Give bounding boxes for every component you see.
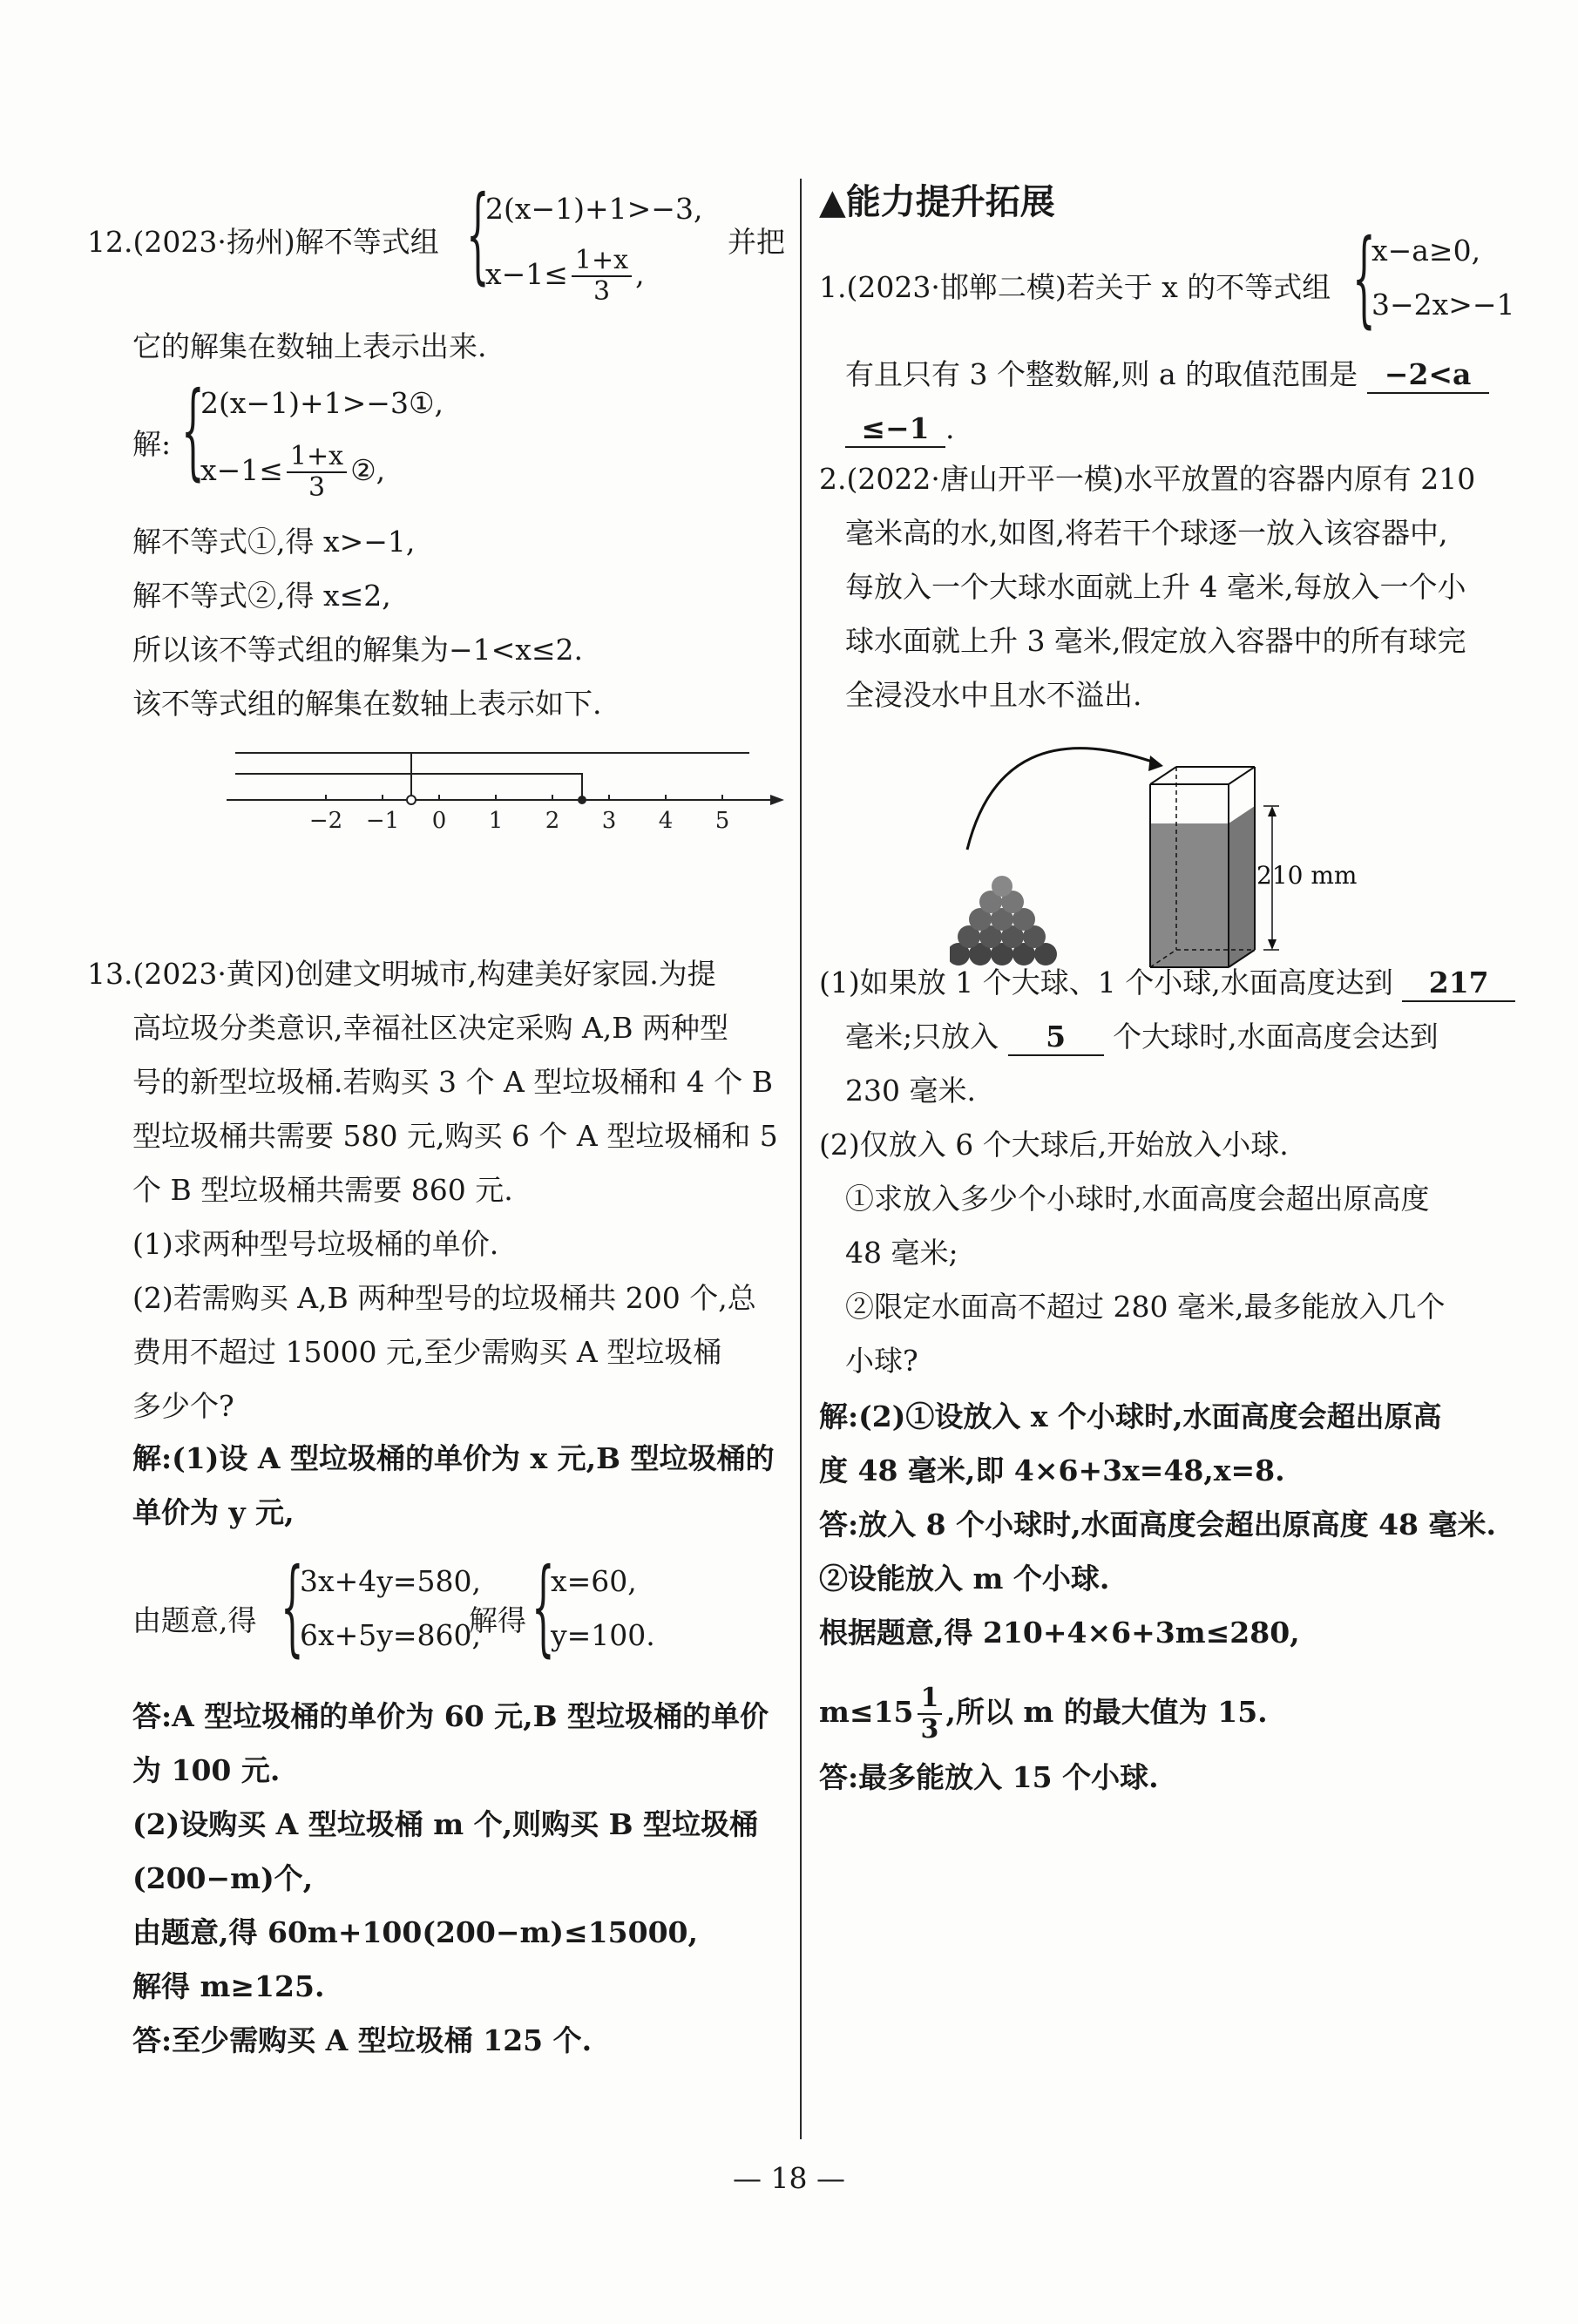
arrowhead-icon (1148, 755, 1163, 771)
r2-m-line-b: ,所以 m 的最大值为 15. (945, 1695, 1268, 1729)
r2-p1a: (1)如果放 1 个大球、1 个小球,水面高度达到 (819, 966, 1393, 999)
q13-sol2-line-2: 为 100 元. (132, 1753, 281, 1787)
r2-answer-5: 5 (1008, 1020, 1104, 1056)
r2-line-1: 2.(2022·唐山开平一模)水平放置的容器内原有 210 (819, 462, 1476, 496)
figure-dimension-label: 210 mm (1256, 861, 1358, 890)
q12-sol-frac-num: 1+x (287, 442, 347, 473)
r2-final-answer: 答:最多能放入 15 个小球. (819, 1760, 1159, 1794)
q13-line-1: 13.(2023·黄冈)创建文明城市,构建美好家园.为提 (87, 957, 716, 991)
axis-arrow-icon (770, 795, 784, 805)
q13-sol-x: x=60, (551, 1564, 637, 1598)
q13-sol-line-2: 单价为 y 元, (132, 1495, 295, 1529)
q12-step3: 所以该不等式组的解集为−1<x≤2. (132, 633, 584, 667)
r2-p2-line-1: (2)仅放入 6 个大球后,开始放入小球. (819, 1128, 1289, 1162)
r1-end: . (945, 411, 955, 445)
q12-sol-line2 (200, 442, 385, 503)
axis-tick-label: 1 (488, 808, 504, 834)
column-divider (800, 179, 802, 2139)
r2-line-3: 每放入一个大球水面就上升 4 毫米,每放入一个小 (845, 570, 1466, 604)
r1-line2 (845, 357, 1489, 394)
section-title: 能力提升拓展 (845, 182, 1055, 222)
q13-sol2-line-4: (200−m)个, (132, 1861, 314, 1895)
q12-sys-line2a: x−1≤ (485, 257, 568, 291)
r1-sys1: x−a≥0, (1371, 234, 1481, 268)
q13-line-4: 型垃圾桶共需要 580 元,购买 6 个 A 型垃圾桶和 5 (132, 1119, 778, 1153)
q12-sys-line2b: , (635, 257, 645, 291)
axis-tick-label: 2 (545, 808, 560, 834)
q12-sys-line2 (485, 246, 645, 307)
q12-solution-label: 解: (132, 427, 172, 461)
r1-line2-text: 有且只有 3 个整数解,则 a 的取值范围是 (845, 357, 1358, 391)
r2-sol-line-2: 度 48 毫米,即 4×6+3x=48,x=8. (819, 1453, 1285, 1487)
q12-prompt-tail: 并把 (728, 225, 785, 259)
q13-sol2-line-6: 解得 m≥125. (132, 1969, 325, 2003)
q12-sol-line1: 2(x−1)+1>−3①, (200, 386, 444, 420)
q13-sol2-line-3: (2)设购买 A 型垃圾桶 m 个,则购买 B 型垃圾桶 (132, 1807, 759, 1841)
ball-pyramid (950, 876, 1057, 966)
q12-number: 12. (87, 225, 133, 259)
axis-tick-label: −2 (308, 808, 343, 834)
q12-step4: 该不等式组的解集在数轴上表示如下. (132, 687, 602, 721)
r1-line3 (845, 411, 955, 448)
r2-line-4: 球水面就上升 3 毫米,假定放入容器中的所有球完 (845, 624, 1466, 658)
r1-sys2: 3−2x>−1 (1371, 288, 1515, 322)
axis-tick-label: 0 (431, 808, 447, 834)
q13-eq2: 6x+5y=860, (300, 1618, 482, 1652)
r2-m-line-a: m≤15 (819, 1695, 914, 1729)
water-fill (1150, 823, 1229, 967)
r2-answer-217: 217 (1402, 966, 1515, 1002)
brace-icon: { (532, 1547, 555, 1668)
number-line-figure (227, 741, 793, 837)
r2-m-frac (918, 1684, 943, 1745)
q12-step1: 解不等式①,得 x>−1, (132, 525, 416, 559)
page-number: — 18 — (733, 2161, 845, 2195)
q12-prompt-line2: 它的解集在数轴上表示出来. (132, 329, 487, 363)
q12-sol-frac-den: 3 (308, 472, 326, 503)
open-point-marker (407, 796, 416, 804)
q13-line-2: 高垃圾分类意识,幸福社区决定采购 A,B 两种型 (132, 1011, 729, 1045)
q12-sys-frac (572, 246, 632, 307)
r2-sol-line-1: 解:(2)①设放入 x 个小球时,水面高度会超出原高 (819, 1399, 1442, 1433)
q13-solve-word: 解得 (469, 1603, 526, 1637)
q12-sys-frac-den: 3 (593, 276, 611, 307)
q13-line-7: (2)若需购买 A,B 两种型号的垃圾桶共 200 个,总 (132, 1281, 756, 1315)
r2-p1b: 毫米;只放入 (845, 1020, 999, 1054)
r1-line1: 1.(2023·邯郸二模)若关于 x 的不等式组 (819, 270, 1331, 304)
r2-part1-line1 (819, 966, 1515, 1002)
r2-m-line (819, 1684, 1268, 1745)
r2-line-5: 全浸没水中且水不溢出. (845, 678, 1142, 712)
r2-p1d: 230 毫米. (845, 1074, 976, 1108)
triangle-icon: ▲ (819, 182, 846, 222)
r2-part1-line2 (845, 1020, 1439, 1056)
container-figure (950, 745, 1368, 972)
q13-sol-line-1: 解:(1)设 A 型垃圾桶的单价为 x 元,B 型垃圾桶的 (132, 1441, 775, 1475)
q12-heading (87, 225, 439, 260)
brace-icon: { (1352, 218, 1376, 339)
r2-sol-line-4: ②设能放入 m 个小球. (819, 1562, 1110, 1596)
q13-line-9: 多少个? (132, 1389, 234, 1423)
axis-tick-label: 5 (715, 808, 730, 834)
q13-system-prefix: 由题意,得 (132, 1603, 257, 1637)
q13-line-8: 费用不超过 15000 元,至少需购买 A 型垃圾桶 (132, 1335, 722, 1369)
q12-sol-line2a: x−1≤ (200, 453, 283, 487)
q12-source: (2023·扬州) (132, 225, 295, 259)
r2-p2-line-5: 小球? (845, 1344, 918, 1378)
closed-point-marker (578, 796, 586, 804)
q13-line-5: 个 B 型垃圾桶共需要 860 元. (132, 1173, 513, 1207)
r2-sol-line-5: 根据题意,得 210+4×6+3m≤280, (819, 1616, 1300, 1650)
water-container (1150, 767, 1255, 967)
q12-sol-line2b: ②, (350, 453, 386, 487)
r2-p2-line-3: 48 毫米; (845, 1236, 958, 1270)
r1-answer2: ≤−1 (845, 411, 945, 448)
q12-prompt: 解不等式组 (295, 225, 439, 259)
q12-sys-frac-num: 1+x (572, 246, 632, 277)
q13-sol2-line-5: 由题意,得 60m+100(200−m)≤15000, (132, 1915, 698, 1949)
q13-sol2-line-7: 答:至少需购买 A 型垃圾桶 125 个. (132, 2023, 593, 2057)
q12-step2: 解不等式②,得 x≤2, (132, 579, 391, 613)
r2-m-frac-num: 1 (918, 1684, 943, 1715)
q13-sol-y: y=100. (551, 1618, 655, 1652)
r2-line-2: 毫米高的水,如图,将若干个球逐一放入该容器中, (845, 516, 1448, 550)
axis-tick-label: 4 (658, 808, 674, 834)
q13-sol2-line-1: 答:A 型垃圾桶的单价为 60 元,B 型垃圾桶的单价 (132, 1699, 769, 1733)
q13-eq1: 3x+4y=580, (300, 1564, 482, 1598)
brace-icon: { (281, 1547, 304, 1668)
q12-sol-frac (287, 442, 347, 503)
axis-tick-label: −1 (365, 808, 400, 834)
r2-sol-line-3: 答:放入 8 个小球时,水面高度会超出原高度 48 毫米. (819, 1508, 1496, 1541)
axis-tick-label: 3 (601, 808, 617, 834)
r2-p1c: 个大球时,水面高度会达到 (1113, 1020, 1439, 1054)
brace-icon: { (181, 370, 205, 491)
q13-line-3: 号的新型垃圾桶.若购买 3 个 A 型垃圾桶和 4 个 B (132, 1065, 773, 1099)
q13-line-6: (1)求两种型号垃圾桶的单价. (132, 1227, 499, 1261)
r2-m-frac-den: 3 (920, 1714, 939, 1745)
trajectory-arrow (967, 749, 1155, 850)
r2-p2-line-2: ①求放入多少个小球时,水面高度会超出原高度 (845, 1182, 1430, 1216)
brace-icon: { (466, 174, 490, 295)
r2-p2-line-4: ②限定水面高不超过 280 毫米,最多能放入几个 (845, 1290, 1446, 1324)
section-heading (819, 181, 1055, 223)
r1-answer1: −2<a (1367, 357, 1489, 394)
q12-sys-line1: 2(x−1)+1>−3, (485, 192, 703, 226)
